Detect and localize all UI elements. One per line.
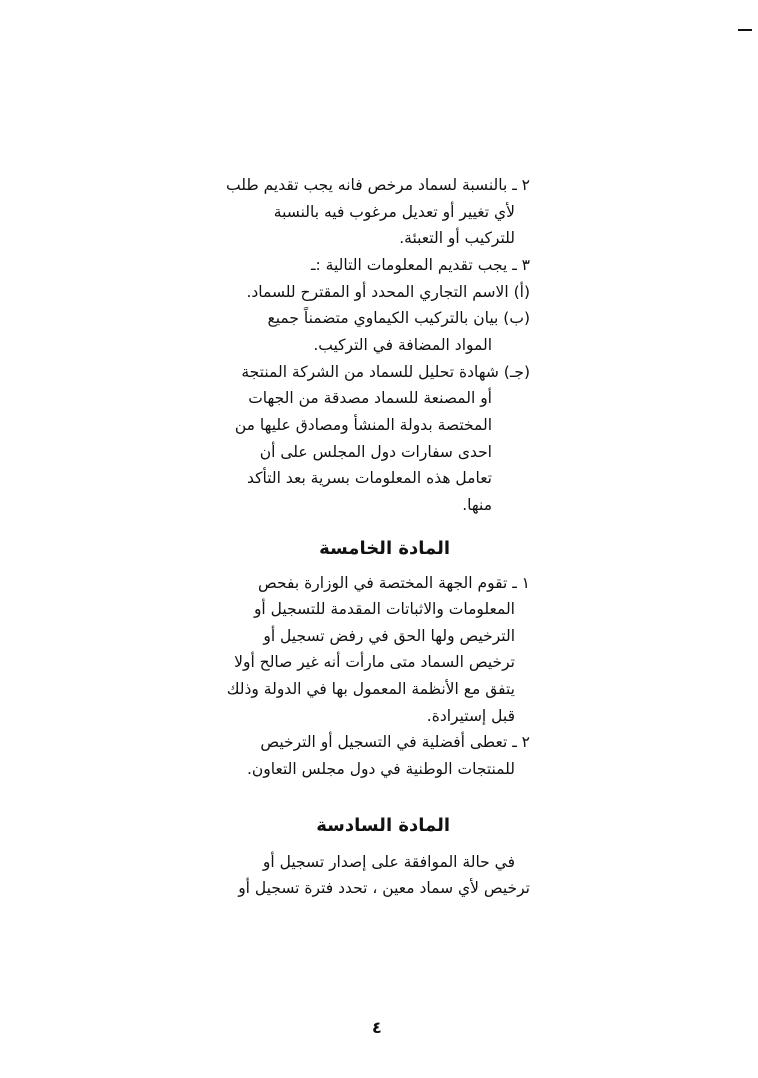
text-line: المختصة بدولة المنشأ ومصادق عليها من <box>234 416 492 434</box>
text-line: ٢ ـ بالنسبة لسماد مرخص فانه يجب تقديم طلب <box>225 176 530 194</box>
text-line: لأي تغيير أو تعديل مرغوب فيه بالنسبة <box>273 203 515 221</box>
text-line: في حالة الموافقة على إصدار تسجيل أو <box>262 853 515 871</box>
text-line: المواد المضافة في التركيب. <box>313 336 492 354</box>
text-line: قبل إستيرادة. <box>426 707 515 725</box>
heading-article-5: المادة الخامسة <box>319 538 450 559</box>
text-line: ١ ـ تقوم الجهة المختصة في الوزارة بفحص <box>258 574 530 592</box>
text-line: للتركيب أو التعبئة. <box>399 229 515 247</box>
text-line: منها. <box>462 496 492 514</box>
text-line: تعامل هذه المعلومات بسرية بعد التأكد <box>246 469 492 487</box>
text-line: ترخيص لأي سماد معين ، تحدد فترة تسجيل أو <box>238 879 530 897</box>
margin-dash <box>738 29 752 31</box>
text-line: (جـ) شهادة تحليل للسماد من الشركة المنتجة <box>241 363 530 381</box>
text-line: احدى سفارات دول المجلس على أن <box>259 443 492 461</box>
heading-article-6: المادة السادسة <box>316 815 450 836</box>
text-line: المعلومات والاثباتات المقدمة للتسجيل أو <box>253 600 515 618</box>
page-number: ٤ <box>372 1018 382 1037</box>
text-line: أو المصنعة للسماد مصدقة من الجهات <box>248 389 492 407</box>
text-line: ٢ ـ تعطى أفضلية في التسجيل أو الترخيص <box>260 733 530 751</box>
text-line: للمنتجات الوطنية في دول مجلس التعاون. <box>246 760 515 778</box>
text-line: الترخيص ولها الحق في رفض تسجيل أو <box>263 627 515 645</box>
text-line: يتفق مع الأنظمة المعمول بها في الدولة وذلك <box>226 680 515 698</box>
text-line: ترخيص السماد متى مارأت أنه غير صالح أولا <box>234 653 515 671</box>
text-line: (ب) بيان بالتركيب الكيماوي متضمناً جميع <box>267 309 530 327</box>
text-line: (أ) الاسم التجاري المحدد أو المقترح للسماد. <box>246 283 530 301</box>
text-line: ٣ ـ يجب تقديم المعلومات التالية :ـ <box>310 256 530 274</box>
